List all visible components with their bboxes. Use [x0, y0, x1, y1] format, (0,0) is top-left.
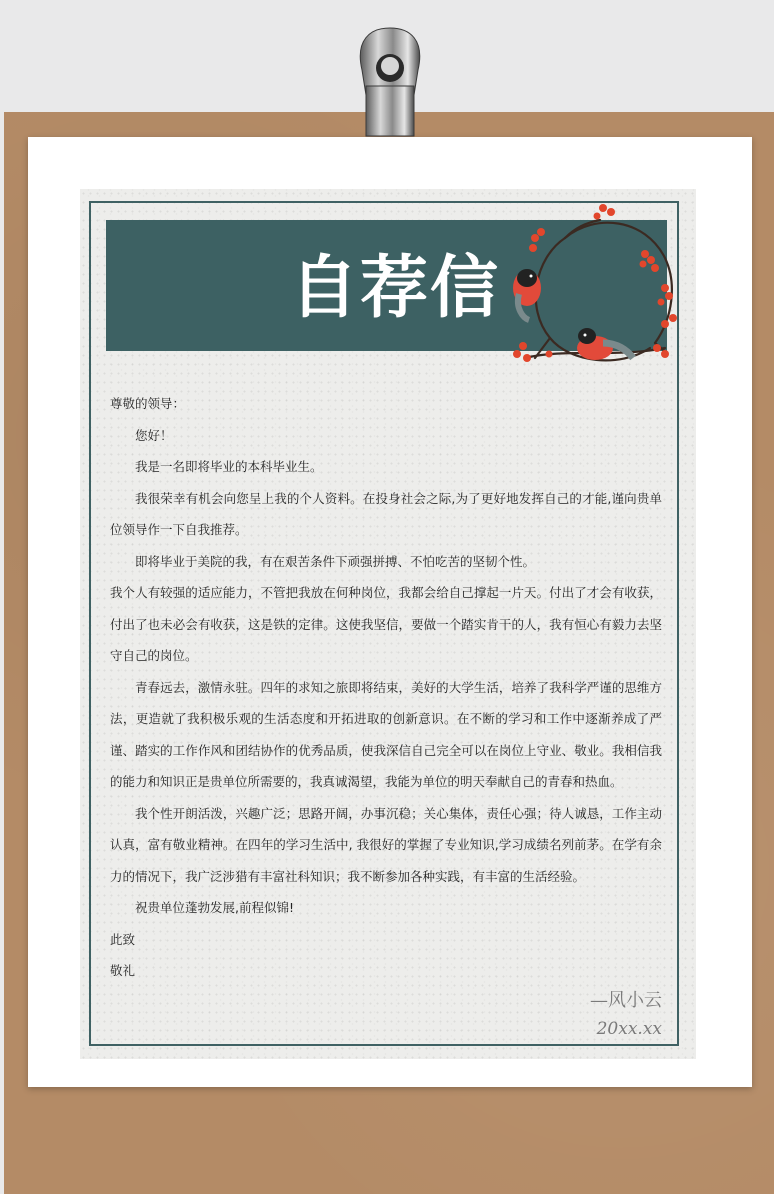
signature: —风小云 — [590, 990, 662, 1011]
closing-line: 此致 — [110, 931, 136, 947]
letter-body — [110, 388, 662, 987]
paragraph: 祝贵单位蓬勃发展,前程似锦! — [135, 900, 294, 915]
signature-block — [590, 987, 662, 1043]
paragraph: 我个性开朗活泼，兴趣广泛；思路开阔，办事沉稳；关心集体，责任心强；待人诚恳，工作主动认真，富有敬业精神。在四年的学习生活中, 我很好的掌握了专业知识,学习成绩名列前茅。在学有余力的情况下，我广泛涉猎有丰富社科知识；我不断参加各种实践，有丰富的生活经验。 — [110, 805, 662, 884]
salutation: 尊敬的领导： — [110, 396, 186, 411]
date: 20xx.xx — [596, 1019, 662, 1039]
page-title: 自荐信 — [289, 248, 500, 328]
paragraph: 我很荣幸有机会向您呈上我的个人资料。在投身社会之际,为了更好地发挥自己的才能,谨向贵单位领导作一下自我推荐。 — [110, 490, 662, 537]
paragraph: 我是一名即将毕业的本科毕业生。 — [135, 459, 323, 474]
paragraph: 青春远去，激情永驻。四年的求知之旅即将结束，美好的大学生活，培养了我科学严谨的思维方法，更造就了我积极乐观的生活态度和开拓进取的创新意识。在不断的学习和工作中逐渐养成了严谨、踏实的工作作风和团结协作的优秀品质，使我深信自己完全可以在岗位上守业、敬业。我相信我的能力和知识正是贵单位所需要的，我真诚渴望，我能为单位的明天奉献自己的青春和热血。 — [110, 679, 662, 789]
paragraph: 即将毕业于美院的我，有在艰苦条件下顽强拼搏、不怕吃苦的坚韧个性。 — [135, 553, 536, 569]
paragraph: 我个人有较强的适应能力，不管把我放在何种岗位，我都会给自己撑起一片天。付出了才会有收获，付出了也未必会有收获，这是铁的定律。这使我坚信，要做一个踏实肯干的人，我有恒心有毅力去坚守自己的岗位。 — [110, 585, 662, 663]
greeting: 您好！ — [135, 427, 173, 443]
bird-wreath-icon — [505, 198, 685, 378]
closing-line: 敬礼 — [110, 963, 136, 978]
